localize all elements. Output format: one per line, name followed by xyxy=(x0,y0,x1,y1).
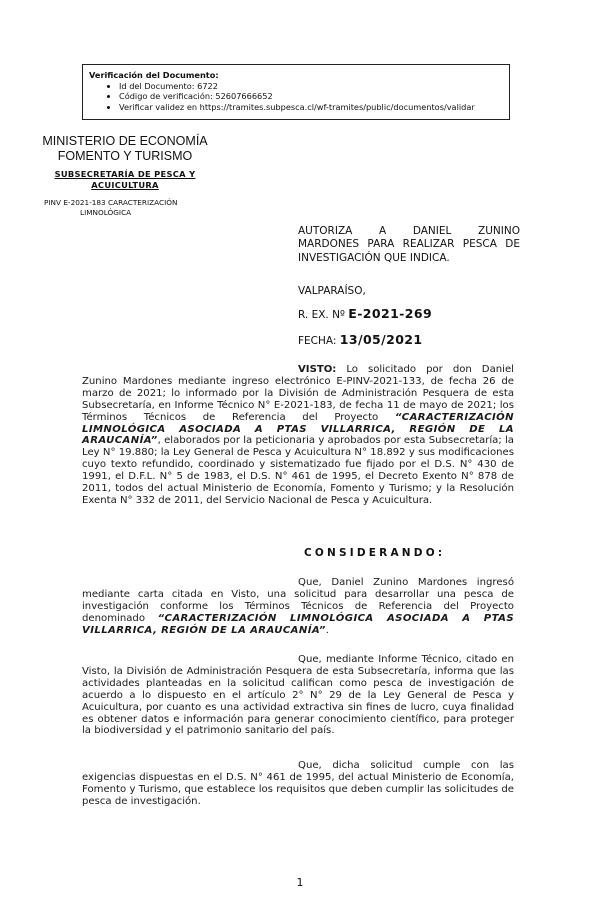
considerando-2-text: Que, mediante Informe Técnico, citado en Visto, la División de Administración Pesquera de esta Subsecretaría, informa que las actividades planteadas en la solicitud califican como pesca de investigación de acuerdo a lo dispuesto en el artículo 2° N° 29 de la Ley General de Pesca y Acuicultura, por cuanto es una actividad extractiva sin fines de lucro, cuya finalidad es obtener datos e información para generar conocimiento científico, para proteger la biodiversidad y el patrimonio sanitario del país. xyxy=(82,654,514,737)
place: VALPARAÍSO, xyxy=(298,285,366,297)
verification-id: • Id del Documento: 6722 xyxy=(119,81,503,92)
visto-text-b: , elaborados por la peticionaria y aprobados por esta Subsecretaría; la Ley N° 19.880; la Ley General de Pesca y Acuicultura N° 18.892 y sus modificaciones cuyo texto refundido, coordinado y sistematizado fue fijado por el D.S. N° 430 de 1991, el D.F.L. N° 5 de 1983, el D.S. N° 461 de 1995, el Decreto Exento N° 878 de 2011, todos del actual Ministerio de Economía, Fomento y Turismo; y la Resolución Exenta N° 332 de 2011, del Servicio Nacional de Pesca y Acuicultura. xyxy=(82,435,514,506)
verification-url: • Verificar validez en https://tramites.subpesca.cl/wf-tramites/public/documentos/validar xyxy=(119,102,503,113)
ministry-line-1: MINISTERIO DE ECONOMÍA xyxy=(42,134,208,148)
considerando-1-text-b: . xyxy=(325,624,329,636)
summary-line-3: INVESTIGACIÓN QUE INDICA. xyxy=(298,251,450,264)
verification-title: Verificación del Documento: xyxy=(89,70,219,80)
page-number: 1 xyxy=(296,876,304,889)
resolution-summary xyxy=(298,225,520,265)
ministry-name xyxy=(36,134,214,164)
resolution-date-value: 13/05/2021 xyxy=(339,332,423,347)
considerando-1-project-name: “CARACTERIZACIÓN LIMNOLÓGICA ASOCIADA A PTAS VILLARRICA, REGIÓN DE LA ARAUCANÍA” xyxy=(82,612,514,636)
verification-code: • Código de verificación: 52607666652 xyxy=(119,91,503,102)
reference-line-2: LIMNOLÓGICA xyxy=(80,207,132,217)
resolution-number xyxy=(298,306,432,321)
verification-list xyxy=(89,81,503,113)
considerando-3-text: Que, dicha solicitud cumple con las exigencias dispuestas en el D.S. N° 461 de 1995, del actual Ministerio de Economía, Fomento y Turismo, que establece los requisitos que deben cumplir las solicitudes de pesca de investigación. xyxy=(82,760,514,807)
resolution-date xyxy=(298,332,423,347)
visto-project-name: “CARACTERIZACIÓN LIMNOLÓGICA ASOCIADA A PTAS VILLARRICA, REGIÓN DE LA ARAUCANÍA” xyxy=(82,411,514,447)
verification-box xyxy=(82,64,510,120)
considerando-paragraph-1 xyxy=(82,577,514,637)
subsecretaria-line-1: SUBSECRETARÍA DE PESCA Y xyxy=(54,169,196,179)
resolution-number-value: E-2021-269 xyxy=(348,306,433,321)
subsecretaria-line-2: ACUICULTURA xyxy=(91,180,159,190)
summary-line-1: AUTORIZA A DANIEL ZUNINO xyxy=(298,225,520,237)
reference-code xyxy=(44,198,208,217)
subsecretaria-name xyxy=(40,169,210,191)
visto-paragraph xyxy=(82,364,514,507)
visto-label: VISTO: xyxy=(298,364,337,375)
summary-line-2: MARDONES PARA REALIZAR PESCA DE xyxy=(298,238,520,251)
considerando-paragraph-3 xyxy=(82,760,514,808)
resolution-date-label: FECHA: xyxy=(298,335,337,347)
considerando-1-text-a: Que, Daniel Zunino Mardones ingresó mediante carta citada en Visto, una solicitud para desarrollar una pesca de investigación conforme los Términos Técnicos de Referencia del Proyecto denominado xyxy=(82,577,514,624)
resolution-number-label: R. EX. Nº xyxy=(298,309,345,321)
considerando-heading: CONSIDERANDO: xyxy=(304,547,446,559)
considerando-paragraph-2 xyxy=(82,654,514,737)
reference-line-1: PINV E-2021-183 CARACTERIZACIÓN xyxy=(44,198,178,207)
visto-text-a: Lo solicitado por don Daniel Zunino Mardones mediante ingreso electrónico E-PINV-2021-133, de fecha 26 de marzo de 2021; lo informado por la División de Administración Pesquera de esta Subsecretaría, en Informe Técnico N° E-2021-183, de fecha 11 de mayo de 2021; los Términos Técnicos de Referencia del Proyecto xyxy=(82,364,514,423)
ministry-line-2: FOMENTO Y TURISMO xyxy=(57,149,193,163)
